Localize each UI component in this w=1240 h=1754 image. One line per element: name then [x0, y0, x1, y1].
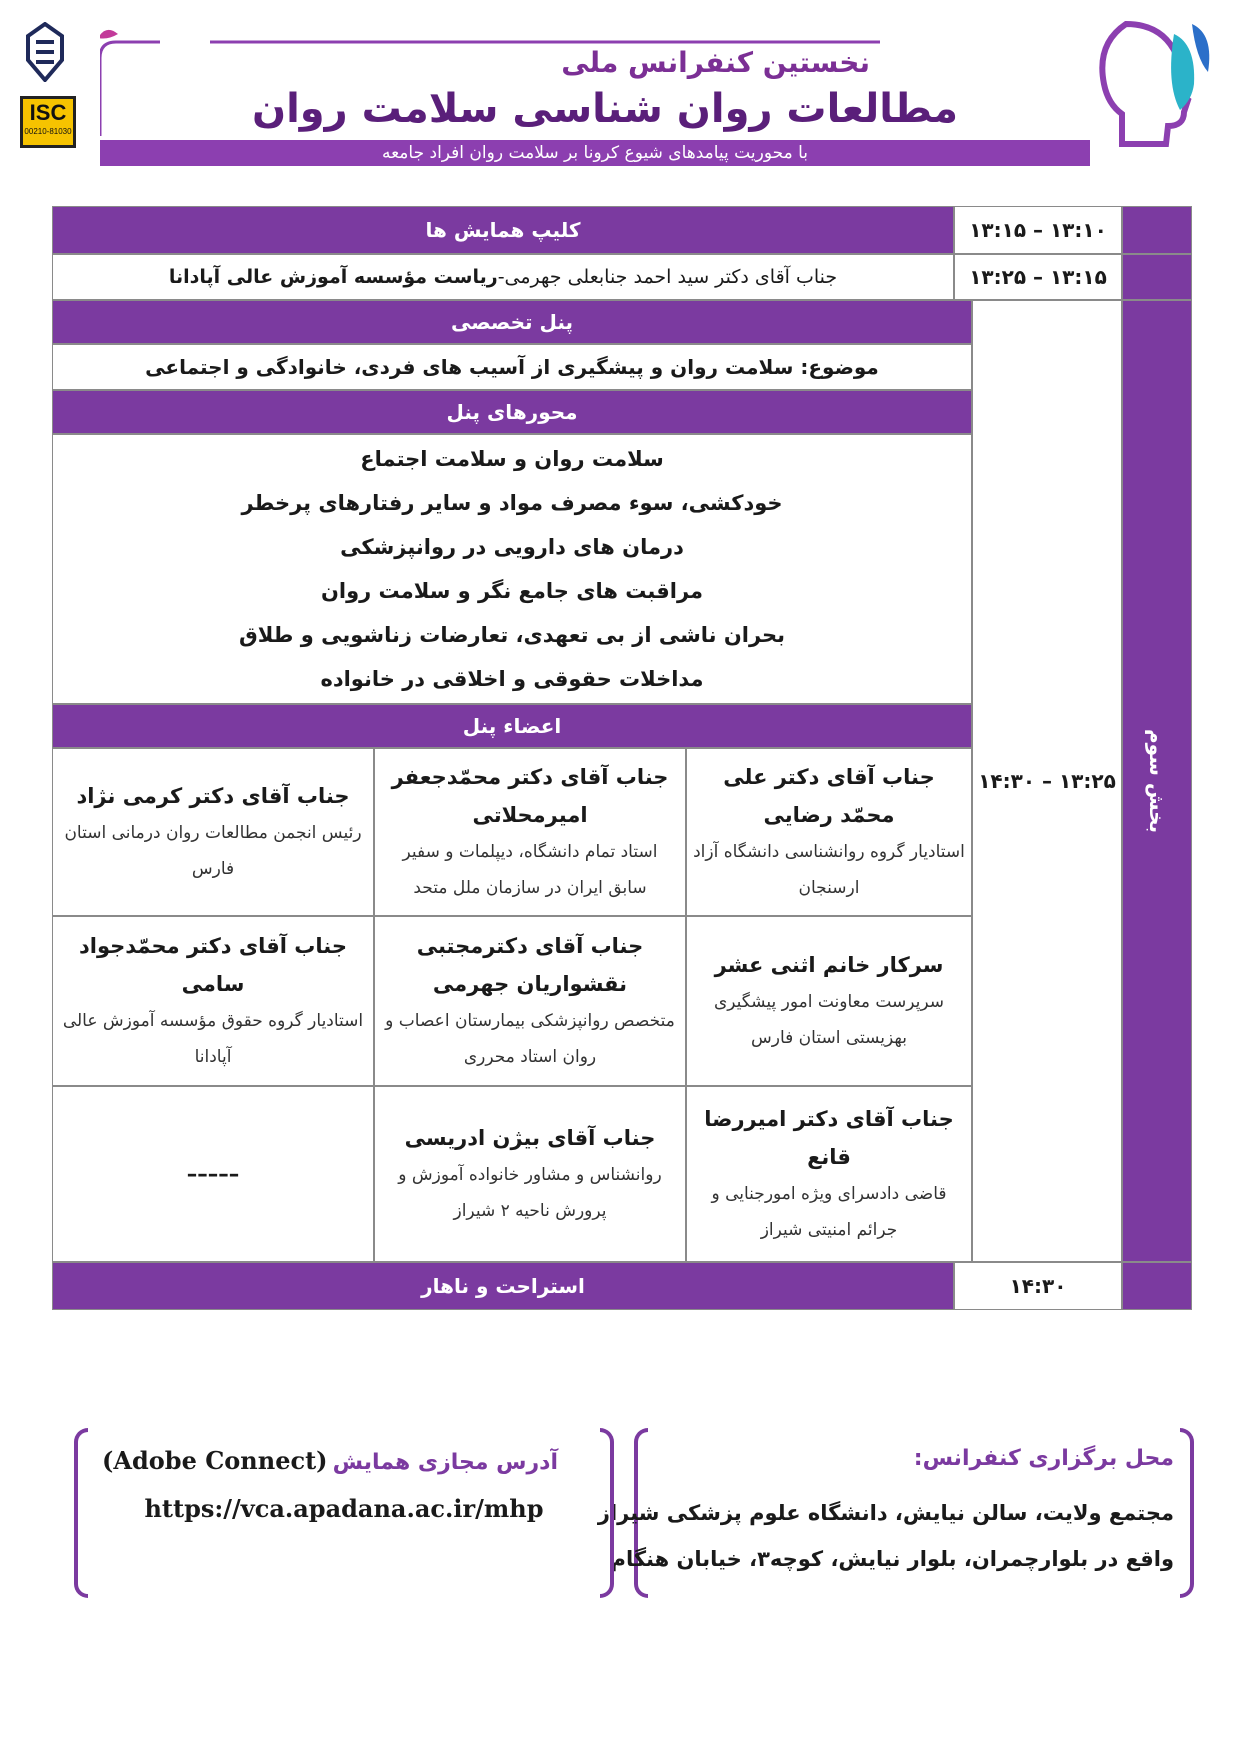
member-name: جناب آقای دکتر علی محمّد رضایی: [723, 765, 935, 827]
axes-heading: محورهای پنل: [52, 390, 972, 434]
member-desc: قاضی دادسرای ویژه امورجنایی و جرائم امنیتی شیراز: [711, 1184, 947, 1240]
virtual-address-box: [74, 1428, 614, 1598]
conference-header: [0, 0, 1240, 170]
speech-time: ۱۳:۱۵ – ۱۳:۲۵: [954, 254, 1122, 300]
member-name: جناب آقای دکتر محمّدجواد سامی: [79, 934, 347, 996]
panel-member: [374, 748, 686, 916]
section-label-cell: [1122, 300, 1192, 1262]
isc-logo: [20, 96, 76, 148]
banner-subtitle: با محوریت پیامدهای شیوع کرونا بر سلامت روان افراد جامعه: [100, 140, 1090, 166]
banner-title-line2: مطالعات روان شناسی سلامت روان: [251, 86, 958, 132]
panel-member: [374, 1086, 686, 1262]
member-desc: متخصص روانپزشکی بیمارستان اعصاب و روان استاد محرری: [385, 1011, 675, 1067]
venue-box: [597, 1428, 1194, 1598]
member-name: جناب آقای دکتر کرمی نژاد: [76, 784, 350, 808]
section-label-blank-top: [1122, 206, 1192, 254]
venue-line1: مجتمع ولایت، سالن نیایش، دانشگاه علوم پزشکی شیراز: [597, 1501, 1174, 1525]
conference-banner: [100, 28, 1110, 163]
banner-title-line1: نخستین کنفرانس ملی: [561, 46, 870, 79]
venue-bracket-right: [1180, 1428, 1194, 1598]
university-logo-icon: [22, 22, 68, 82]
member-desc: استادیار گروه روانشناسی دانشگاه آزاد ارسنجان: [693, 842, 965, 898]
panel-member: [52, 748, 374, 916]
member-desc: روانشناس و مشاور خانواده آموزش و پرورش ناحیه ۲ شیراز: [398, 1165, 662, 1221]
isc-label: ISC: [29, 100, 67, 125]
speech-role: ریاست مؤسسه آموزش عالی آپادانا: [168, 266, 498, 288]
panel-axis-item: سلامت روان و سلامت اجتماع: [360, 447, 664, 471]
member-name: جناب آقای دکتر امیررضا قانع: [704, 1107, 954, 1169]
panel-axis-item: خودکشی، سوء مصرف مواد و سایر رفتارهای پرخطر: [241, 491, 783, 515]
member-desc: استاد تمام دانشگاه، دیپلمات و سفیر سابق ایران در سازمان ملل متحد: [402, 842, 658, 898]
section-label-blank-bottom: [1122, 1262, 1192, 1310]
virtual-platform: (Adobe Connect): [102, 1446, 328, 1475]
panel-axis-item: مداخلات حقوقی و اخلاقی در خانواده: [320, 667, 704, 691]
panel-axis-item: بحران ناشی از بی تعهدی، تعارضات زناشویی و طلاق: [238, 623, 786, 647]
venue-title: محل برگزاری کنفرانس:: [913, 1446, 1174, 1471]
panel-member-empty: [52, 1086, 374, 1262]
lunch-title: استراحت و ناهار: [52, 1262, 954, 1310]
panel-time: ۱۳:۲۵ – ۱۴:۳۰: [972, 300, 1122, 1262]
speech-cell: [52, 254, 954, 300]
members-heading: اعضاء پنل: [52, 704, 972, 748]
member-desc: رئیس انجمن مطالعات روان درمانی استان فارس: [64, 823, 362, 879]
clip-title: کلیپ همایش ها: [52, 206, 954, 254]
member-desc: استادیار گروه حقوق مؤسسه آموزش عالی آپادانا: [62, 1011, 364, 1067]
panel-axis-item: مراقبت های جامع نگر و سلامت روان: [320, 579, 704, 603]
member-name: جناب آقای دکترمجتبی نقشواریان جهرمی: [416, 934, 644, 996]
isc-code: 00210-81030: [24, 127, 72, 136]
panel-member: [374, 916, 686, 1086]
panel-member: [686, 1086, 972, 1262]
head-profile-logo-icon: [1096, 14, 1216, 154]
panel-heading: پنل تخصصی: [52, 300, 972, 344]
member-desc: سرپرست معاونت امور پیشگیری بهزیستی استان فارس: [713, 992, 945, 1048]
panel-member: [686, 916, 972, 1086]
panel-member: [52, 916, 374, 1086]
clip-time: ۱۳:۱۰ – ۱۳:۱۵: [954, 206, 1122, 254]
member-name: جناب آقای بیژن ادریسی: [404, 1126, 656, 1150]
lunch-time: ۱۴:۳۰: [954, 1262, 1122, 1310]
panel-axis-item: درمان های دارویی در روانپزشکی: [340, 535, 684, 559]
program-table: [52, 206, 1192, 1310]
member-name: سرکار خانم اثنی عشر: [714, 953, 944, 977]
section-label: بخش سوم: [1145, 728, 1169, 834]
section-label-blank-2: [1122, 254, 1192, 300]
speech-speaker: جناب آقای دکتر سید احمد جنابعلی جهرمی-: [497, 266, 838, 288]
virtual-title: آدرس مجازی همایش: [332, 1450, 558, 1475]
member-name: جناب آقای دکتر محمّدجعفر امیرمحلاتی: [391, 765, 669, 827]
panel-member: [686, 748, 972, 916]
panel-topic: موضوع: سلامت روان و پیشگیری از آسیب های فردی، خانوادگی و اجتماعی: [52, 344, 972, 390]
venue-line2: واقع در بلوارچمران، بلوار نیایش، کوچه۳، خیابان هنگام: [610, 1547, 1174, 1571]
member-name: –––––: [186, 1162, 240, 1186]
virtual-title-row: [102, 1446, 558, 1475]
panel-axes-list: [52, 434, 972, 704]
virtual-url-link[interactable]: https://vca.apadana.ac.ir/mhp: [144, 1494, 544, 1523]
